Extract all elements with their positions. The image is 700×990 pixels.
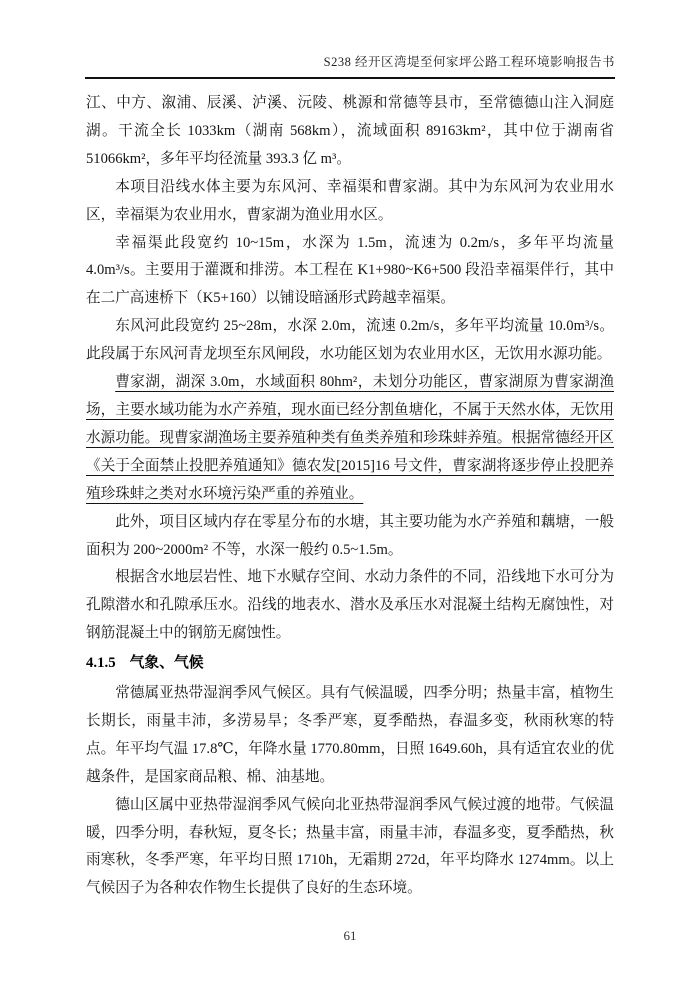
paragraph: 常德属亚热带湿润季风气候区。具有气候温暖，四季分明；热量丰富，植物生长期长，雨量丰沛，多涝易旱；冬季严寒，夏季酷热，春温多变，秋雨秋寒的特点。年平均气温 17.8℃，年降水量 1770.80mm，日照 1649.60h，具有适宜农业的优越条件，是国家商品粮、棉、油基地。 [86,685,614,785]
paragraph: 此外，项目区域内存在零星分布的水塘，其主要功能为水产养殖和藕塘，一般面积为 200~2000m² 不等，水深一般约 0.5~1.5m。 [86,513,614,558]
paragraph: 曹家湖，湖深 3.0m，水域面积 80hm²，未划分功能区，曹家湖原为曹家湖渔场，主要水域功能为水产养殖，现水面已经分割鱼塘化，不属于天然水体，无饮用水源功能。现曹家湖渔场主要养殖种类有鱼类养殖和珍珠蚌养殖。根据常德经开区《关于全面禁止投肥养殖通知》德农发[2015]16 号文件，曹家湖将逐步停止投肥养殖珍珠蚌之类对水环境污染严重的养殖业。 [86,374,614,502]
paragraph: 江、中方、溆浦、辰溪、泸溪、沅陵、桃源和常德等县市，至常德德山注入洞庭湖。干流全长 1033km（湖南 568km），流域面积 89163km²，其中位于湖南省 51066km²，多年平均径流量 393.3 亿 m³。 [86,95,614,167]
page-number: 61 [343,928,357,943]
paragraph: 德山区属中亚热带湿润季风气候向北亚热带湿润季风气候过渡的地带。气候温暖，四季分明，春秋短，夏冬长；热量丰富，雨量丰沛，春温多变，夏季酷热，秋雨寒秋，冬季严寒，年平均日照 1710h，无霜期 272d，年平均降水 1274mm。以上气候因子为各种农作物生长提供了良好的生态环境。 [86,796,614,897]
page-header [85,52,615,79]
section-heading-title: 气象、气候 [129,655,204,672]
paragraph: 东风河此段宽约 25~28m，水深 2.0m，流速 0.2m/s，多年平均流量 10.0m³/s。此段属于东风河青龙坝至东风闸段，水功能区划为农业用水区，无饮用水源功能。 [86,318,614,363]
section-heading [86,650,614,678]
paragraph: 本项目沿线水体主要为东风河、幸福渠和曹家湖。其中为东风河为农业用水区，幸福渠为农业用水，曹家湖为渔业用水区。 [86,178,614,223]
page-footer [0,928,700,944]
paragraph: 根据含水地层岩性、地下水赋存空间、水动力条件的不同，沿线地下水可分为孔隙潜水和孔隙承压水。沿线的地表水、潜水及承压水对混凝土结构无腐蚀性，对钢筋混凝土中的钢筋无腐蚀性。 [86,569,614,642]
section-heading-number: 4.1.5 [86,655,116,672]
document-body [86,90,614,903]
header-title: S238 经开区湾堤至何家坪公路工程环境影响报告书 [323,55,615,69]
paragraph: 幸福渠此段宽约 10~15m，水深为 1.5m，流速为 0.2m/s，多年平均流量 4.0m³/s。主要用于灌溉和排涝。本工程在 K1+980~K6+500 段沿幸福渠伴行，其中在二广高速桥下（K5+160）以铺设暗涵形式跨越幸福渠。 [86,234,614,307]
